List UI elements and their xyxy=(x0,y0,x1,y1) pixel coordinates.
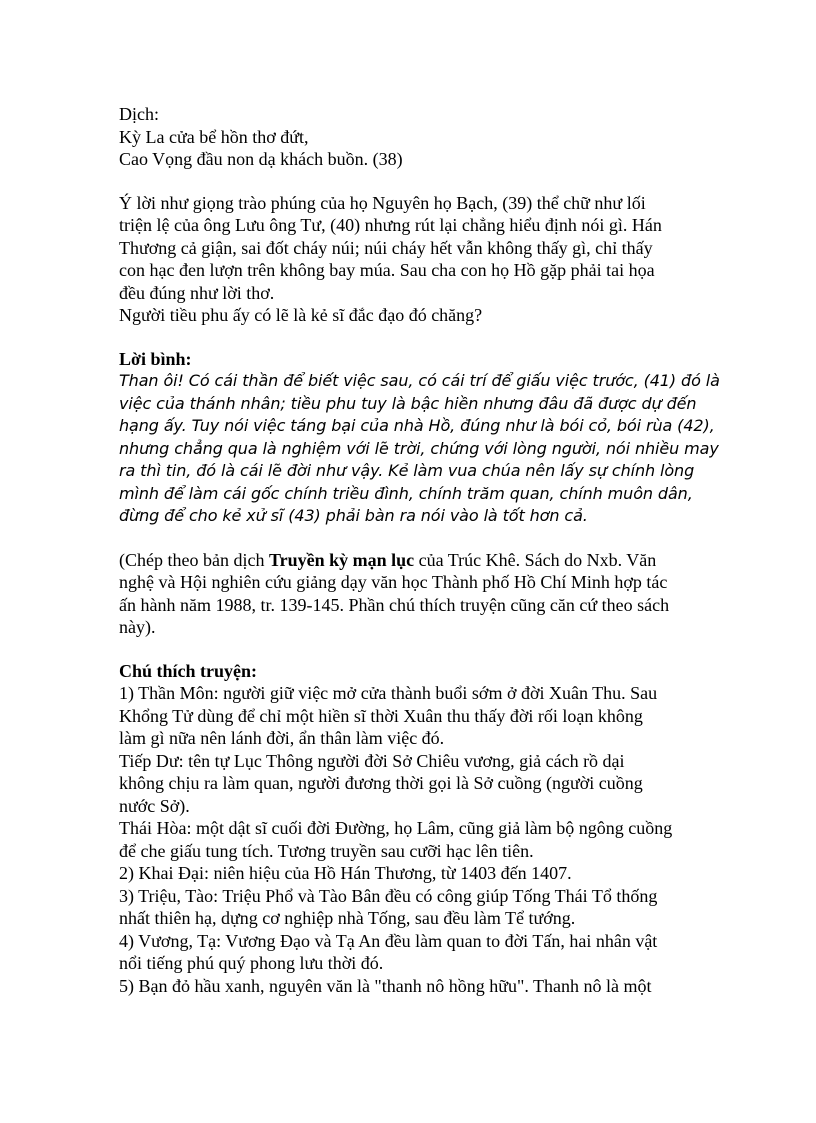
source-note-line: ấn hành năm 1988, tr. 139-145. Phần chú thích truyện cũng căn cứ theo sách xyxy=(119,594,670,615)
translation-line: Cao Vọng đầu non dạ khách buồn. (38) xyxy=(119,149,403,169)
paragraph-line: đều đúng như lời thơ. xyxy=(119,282,275,303)
paragraph-line: con hạc đen lượn trên không bay múa. Sau cha con họ Hồ gặp phải tai họa xyxy=(119,260,655,280)
commentary-heading: Lời bình: xyxy=(119,348,192,369)
commentary-line: ra thì tin, đó là cái lẽ đời như vậy. Kẻ làm vua chúa nên lấy sự chính lòng xyxy=(119,461,695,480)
note-line: 1) Thần Môn: người giữ việc mở cửa thành buổi sớm ở đời Xuân Thu. Sau xyxy=(119,683,658,703)
note-line: 4) Vương, Tạ: Vương Đạo và Tạ An đều làm quan to đời Tấn, hai nhân vật xyxy=(119,930,658,951)
note-line: nhất thiên hạ, dựng cơ nghiệp nhà Tống, sau đều làm Tể tướng. xyxy=(119,908,576,928)
note-line: để che giấu tung tích. Tương truyền sau cưỡi hạc lên tiên. xyxy=(119,840,534,861)
document-page xyxy=(119,103,720,997)
spacer xyxy=(119,639,704,660)
source-note xyxy=(119,549,704,639)
translation-line: Kỳ La cửa bể hồn thơ đứt, xyxy=(119,126,309,147)
book-title: Truyền kỳ mạn lục xyxy=(268,549,415,570)
paragraph-line: Người tiều phu ấy có lẽ là kẻ sĩ đắc đạo đó chăng? xyxy=(119,305,483,325)
narrative-paragraph xyxy=(119,192,704,327)
note-line: 3) Triệu, Tào: Triệu Phổ và Tào Bân đều có công giúp Tống Thái Tổ thống xyxy=(119,885,658,906)
notes-heading: Chú thích truyện: xyxy=(119,660,258,681)
commentary-line: mình để làm cái gốc chính triều đình, chính trăm quan, chính muôn dân, xyxy=(119,483,693,503)
note-line: không chịu ra làm quan, người đương thời gọi là Sở cuồng (người cuồng xyxy=(119,773,643,793)
paragraph-line: Thương cả giận, sai đốt cháy núi; núi cháy hết vẫn không thấy gì, chỉ thấy xyxy=(119,237,653,258)
note-line: nước Sở). xyxy=(119,795,190,816)
source-note-text: (Chép theo bản dịch xyxy=(119,549,269,570)
paragraph-line: Ý lời như giọng trào phúng của họ Nguyên họ Bạch, (39) thể chữ như lối xyxy=(119,192,646,213)
spacer xyxy=(119,528,704,549)
spacer xyxy=(119,171,704,192)
commentary-line: việc của thánh nhân; tiều phu tuy là bậc hiền nhưng đâu đã được dự đến xyxy=(119,393,697,413)
commentary-line: Than ôi! Có cái thần để biết việc sau, có cái trí để giấu việc trước, (41) đó là xyxy=(119,371,720,390)
source-note-line: này). xyxy=(119,617,156,637)
commentary-line: nhưng chẳng qua là nghiệm với lẽ trời, chứng với lòng người, nói nhiều may xyxy=(119,438,719,458)
commentary-line: đừng để cho kẻ xử sĩ (43) phải bàn ra nói vào là tốt hơn cả. xyxy=(119,506,588,525)
note-line: 5) Bạn đỏ hầu xanh, nguyên văn là "thanh nô hồng hữu". Thanh nô là một xyxy=(119,975,652,996)
source-note-text: của Trúc Khê. Sách do Nxb. Văn xyxy=(414,549,657,570)
note-line: Thái Hòa: một dật sĩ cuối đời Đường, họ Lâm, cũng giả làm bộ ngông cuồng xyxy=(119,818,673,838)
spacer xyxy=(119,327,704,348)
commentary-section xyxy=(119,348,720,528)
note-line: nổi tiếng phú quý phong lưu thời đó. xyxy=(119,953,384,973)
paragraph-line: triện lệ của ông Lưu ông Tư, (40) nhưng rút lại chẳng hiểu định nói gì. Hán xyxy=(119,215,662,235)
source-note-line xyxy=(119,549,704,572)
source-note-line: nghệ và Hội nghiên cứu giảng dạy văn học Thành phố Hồ Chí Minh hợp tác xyxy=(119,572,668,592)
note-line: Khổng Tử dùng để chỉ một hiền sĩ thời Xuân thu thấy đời rối loạn không xyxy=(119,705,643,726)
translation-line: Dịch: xyxy=(119,104,159,124)
note-line: 2) Khai Đại: niên hiệu của Hồ Hán Thương, từ 1403 đến 1407. xyxy=(119,863,572,883)
note-line: Tiếp Dư: tên tự Lục Thông người đời Sở Chiêu vương, giả cách rồ dại xyxy=(119,750,625,771)
note-line: làm gì nữa nên lánh đời, ẩn thân làm việc đó. xyxy=(119,728,445,748)
translation-block xyxy=(119,103,704,171)
notes-section xyxy=(119,660,704,998)
commentary-line: hạng ấy. Tuy nói việc táng bại của nhà Hồ, đúng như là bói cỏ, bói rùa (42), xyxy=(119,416,715,435)
